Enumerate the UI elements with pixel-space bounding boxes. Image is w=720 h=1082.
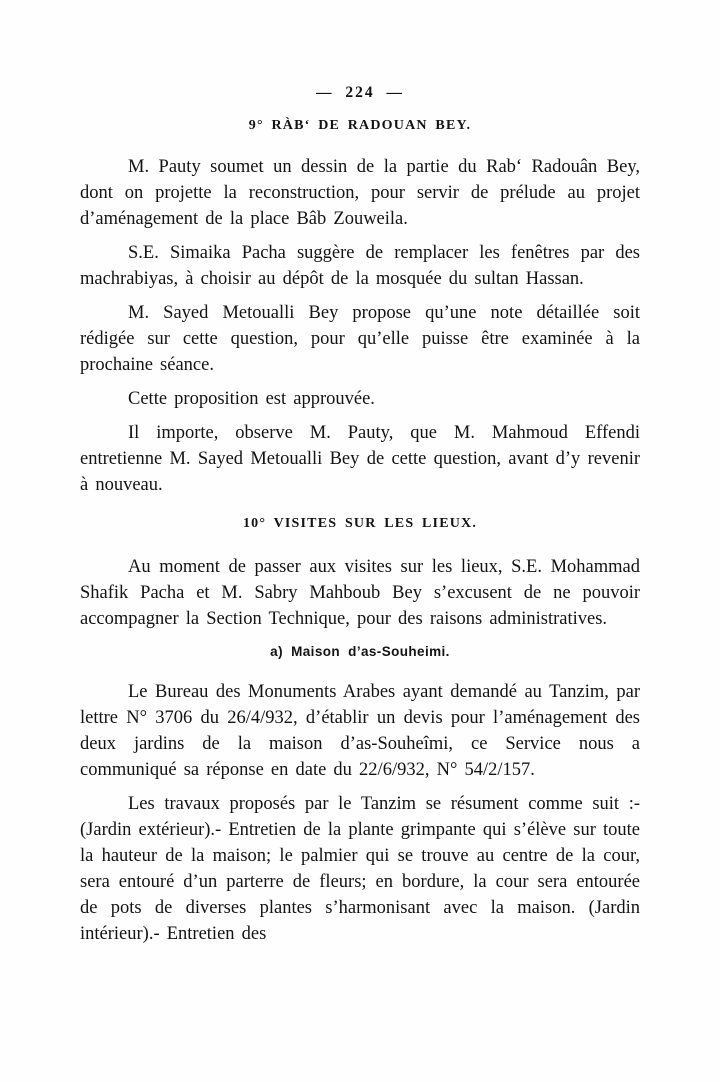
paragraph-simaika-fenetres: S.E. Simaika Pacha suggère de remplacer les fenêtres par des machrabiyas, à choisir au dépôt de la mosquée du sultan Hassan. bbox=[80, 243, 640, 289]
section-heading-9-rab-de-radouan-bey: 9° RÀB‘ DE RADOUAN BEY. bbox=[248, 118, 472, 133]
subsection-heading-maison-as-souheimi: a) Maison d’as-Souheimi. bbox=[270, 644, 450, 659]
paragraph-metoualli-note: M. Sayed Metoualli Bey propose qu’une note détaillée soit rédigée sur cette question, pour qu’elle puisse être examinée à la prochaine séance. bbox=[80, 303, 640, 375]
page-number: — 224 — bbox=[316, 84, 404, 101]
paragraph-mahmoud-effendi: Il importe, observe M. Pauty, que M. Mahmoud Effendi entretienne M. Sayed Metoualli Bey de cette question, avant d’y revenir à nouveau. bbox=[80, 423, 640, 495]
paragraph-travaux-tanzim-jardins: Les travaux proposés par le Tanzim se résument comme suit :- (Jardin extérieur).- Entretien de la plante grimpante qui s’élève sur toute la hauteur de la maison; le palmier qui se trouve au centre de la cour, sera entouré d’un parterre de fleurs; en bordure, la cour sera entourée de pots de diverses plantes s’harmonisant avec la maison. (Jardin intérieur).- Entretien des bbox=[80, 794, 640, 944]
paragraph-bureau-monuments-devis: Le Bureau des Monuments Arabes ayant demandé au Tanzim, par lettre N° 3706 du 26/4/932, d’établir un devis pour l’aménagement des deux jardins de la maison d’as-Souheîmi, ce Service nous a communiqué sa réponse en date du 22/6/932, N° 54/2/157. bbox=[80, 682, 640, 780]
section-heading-10-visites-sur-les-lieux: 10° VISITES SUR LES LIEUX. bbox=[242, 516, 478, 531]
paragraph-pauty-dessin: M. Pauty soumet un dessin de la partie du Rab‘ Radouân Bey, dont on projette la reconstruction, pour servir de prélude au projet d’aménagement de la place Bâb Zouweila. bbox=[80, 157, 640, 229]
paragraph-proposition-approuvee: Cette proposition est approuvée. bbox=[128, 389, 375, 409]
paragraph-visites-excuses: Au moment de passer aux visites sur les lieux, S.E. Mohammad Shafik Pacha et M. Sabry Mahboub Bey s’excusent de ne pouvoir accompagner la Section Technique, pour des raisons administratives. bbox=[80, 557, 640, 629]
